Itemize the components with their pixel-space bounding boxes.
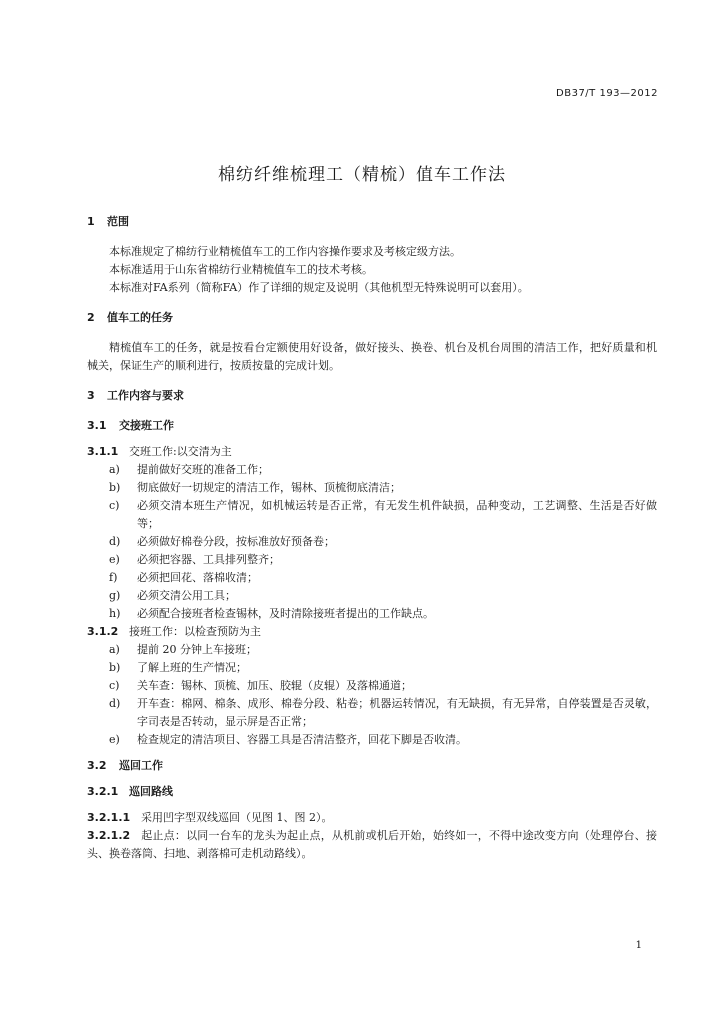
- section-heading-3-2: [87, 757, 657, 775]
- section-number: 2: [87, 311, 95, 324]
- section-title: 交接班工作: [119, 419, 174, 432]
- section-heading-2: [87, 309, 657, 327]
- paragraph: 本标准规定了棉纺行业精梳值车工的工作内容操作要求及考核定级方法。: [109, 245, 461, 258]
- list-item: c) 必须交清本班生产情况，如机械运转是否正常，有无发生机件缺损，品种变动，工艺调整、生活是否好做等；: [109, 499, 657, 530]
- clause-text: 起止点：以同一台车的龙头为起止点，从机前或机后开始，始终如一，不得中途改变方向（处理停台、接头、换卷落筒、扫地、剥落棉可走机动路线）。: [87, 829, 657, 860]
- clause-number: 3.1.2: [87, 625, 119, 638]
- section-heading-3-1: [87, 417, 657, 435]
- section-number: 3.2: [87, 759, 107, 772]
- document-body: [87, 213, 657, 863]
- list-item: c) 关车查：锡林、顶梳、加压、胶辊（皮辊）及落棉通道；: [109, 679, 412, 692]
- paragraph: 本标准适用于山东省棉纺行业精梳值车工的技术考核。: [109, 263, 373, 276]
- section-title: 工作内容与要求: [107, 389, 184, 402]
- paragraph: 精梳值车工的任务，就是按看台定额使用好设备，做好接头、换卷、机台及机台周围的清洁工作，把好质量和机械关，保证生产的顺利进行，按质按量的完成计划。: [87, 341, 657, 372]
- clause-3-1-1: [87, 443, 657, 461]
- paragraph: 本标准对FA系列（简称FA）作了详细的规定及说明（其他机型无特殊说明可以套用）。: [109, 281, 529, 294]
- section-number: 3: [87, 389, 95, 402]
- list-item: b) 彻底做好一切规定的清洁工作，锡林、顶梳彻底清洁；: [109, 481, 401, 494]
- section-heading-1: [87, 213, 657, 231]
- list-item: b) 了解上班的生产情况；: [109, 661, 247, 674]
- list-item: d) 开车查：棉网、棉条、成形、棉卷分段、粘卷；机器运转情况，有无缺损，有无异常，自停装置是否灵敏，字司表是否转动，显示屏是否正常；: [109, 697, 657, 728]
- clause-3-1-2: [87, 623, 657, 641]
- section-heading-3-2-1: [87, 783, 657, 801]
- clause-lead: 接班工作：以检查预防为主: [129, 625, 261, 638]
- list-item: e) 检查规定的清洁项目、容器工具是否清洁整齐，回花下脚是否收清。: [109, 733, 467, 746]
- list-item: g) 必须交清公用工具；: [109, 589, 236, 602]
- list-item: a) 提前 20 分钟上车接班；: [109, 643, 257, 656]
- page-number: 1: [635, 940, 642, 951]
- section-title: 巡回路线: [129, 785, 173, 798]
- clause-number: 3.2.1.2: [87, 829, 131, 842]
- document-title: 棉纺纤维梳理工（精梳）值车工作法: [218, 165, 506, 185]
- section-heading-3: [87, 387, 657, 405]
- section-number: 1: [87, 215, 95, 228]
- list-item: h) 必须配合接班者检查锡林，及时清除接班者提出的工作缺点。: [109, 607, 434, 620]
- clause-3-2-1-2: [87, 827, 657, 863]
- section-title: 范围: [107, 215, 129, 228]
- clause-3-2-1-1: [87, 809, 657, 827]
- clause-text: 采用凹字型双线巡回（见图 1、图 2）。: [141, 811, 333, 824]
- standard-code: DB37/T 193—2012: [556, 88, 658, 99]
- list-item: a) 提前做好交班的准备工作；: [109, 463, 269, 476]
- list-item: e) 必须把容器、工具排列整齐；: [109, 553, 280, 566]
- section-number: 3.2.1: [87, 785, 119, 798]
- clause-number: 3.2.1.1: [87, 811, 131, 824]
- list-item: d) 必须做好棉卷分段，按标准放好预备卷；: [109, 535, 335, 548]
- clause-lead: 交班工作:以交清为主: [129, 445, 232, 458]
- section-title: 值车工的任务: [107, 311, 173, 324]
- clause-number: 3.1.1: [87, 445, 119, 458]
- list-item: f) 必须把回花、落棉收清；: [109, 571, 258, 584]
- section-number: 3.1: [87, 419, 107, 432]
- section-title: 巡回工作: [119, 759, 163, 772]
